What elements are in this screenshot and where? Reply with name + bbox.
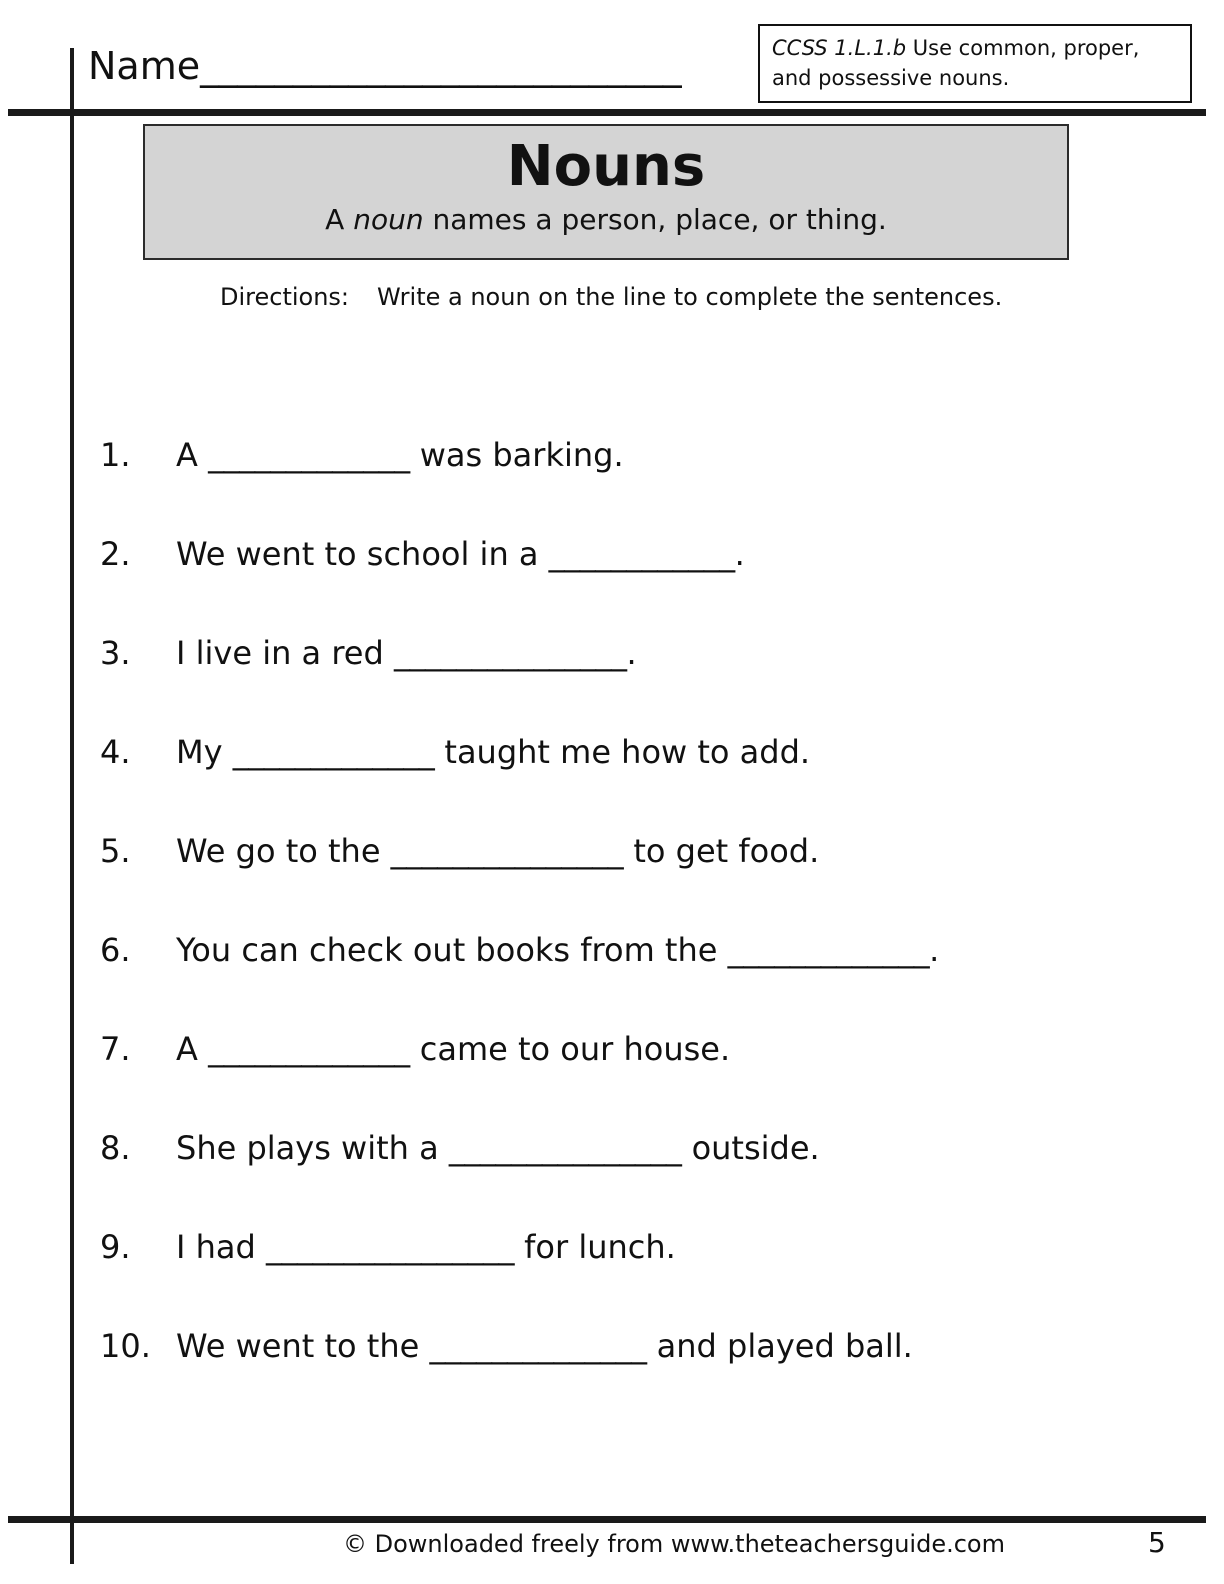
question-sentence — [176, 1327, 913, 1365]
sentence-after-blank: . — [929, 931, 940, 969]
page-number: 5 — [1148, 1526, 1166, 1559]
sentence-before-blank: I had — [176, 1228, 266, 1266]
question-sentence — [176, 832, 819, 870]
sentence-after-blank: to get food. — [623, 832, 820, 870]
answer-blank[interactable]: _______________ — [448, 1129, 682, 1167]
left-margin-line — [70, 48, 74, 1564]
sentence-after-blank: for lunch. — [513, 1228, 676, 1266]
sentence-before-blank: We went to school in a — [176, 535, 549, 573]
sentence-before-blank: We went to the — [176, 1327, 430, 1365]
question-sentence — [176, 1228, 676, 1266]
subtitle-italic-word: noun — [353, 202, 424, 236]
question-row — [100, 931, 939, 1030]
sentence-after-blank: . — [626, 634, 637, 672]
question-number: 6. — [100, 931, 131, 969]
directions-text: Write a noun on the line to complete the sentences. — [377, 283, 1003, 311]
sentence-before-blank: A — [176, 1030, 209, 1068]
answer-blank[interactable]: _____________ — [208, 1030, 410, 1068]
name-label: Name — [88, 44, 201, 88]
title-box — [143, 124, 1069, 260]
question-row — [100, 634, 939, 733]
question-sentence — [176, 634, 637, 672]
subtitle-prefix: A — [325, 202, 354, 236]
question-number: 4. — [100, 733, 131, 771]
question-sentence — [176, 535, 745, 573]
top-rule — [8, 109, 1206, 116]
sentence-before-blank: She plays with a — [176, 1129, 449, 1167]
question-row — [100, 1327, 939, 1426]
name-row — [88, 44, 681, 88]
question-number: 1. — [100, 436, 131, 474]
question-row — [100, 436, 939, 535]
worksheet-subtitle — [145, 203, 1067, 236]
question-sentence — [176, 1129, 820, 1167]
sentence-after-blank: was barking. — [409, 436, 624, 474]
sentence-after-blank: taught me how to add. — [434, 733, 811, 771]
question-number: 2. — [100, 535, 131, 573]
question-sentence — [176, 436, 624, 474]
sentence-before-blank: A — [176, 436, 209, 474]
ccss-description: Use common, proper, and possessive nouns. — [772, 36, 1140, 91]
answer-blank[interactable]: _____________ — [232, 733, 435, 771]
worksheet-title: Nouns — [506, 134, 706, 199]
footer-credit: © Downloaded freely from www.theteachersguide.com — [343, 1530, 1005, 1558]
sentence-after-blank: and played ball. — [646, 1327, 913, 1365]
question-row — [100, 1228, 939, 1327]
answer-blank[interactable]: _______________ — [390, 832, 624, 870]
answer-blank[interactable]: ______________ — [429, 1327, 647, 1365]
question-number: 10. — [100, 1327, 151, 1365]
ccss-code: CCSS 1.L.1.b — [772, 36, 907, 60]
answer-blank[interactable]: ________________ — [265, 1228, 514, 1266]
answer-blank[interactable]: ____________ — [548, 535, 735, 573]
question-sentence — [176, 1030, 730, 1068]
question-sentence — [176, 733, 810, 771]
question-row — [100, 1030, 939, 1129]
question-number: 3. — [100, 634, 131, 672]
sentence-after-blank: outside. — [681, 1129, 820, 1167]
question-number: 9. — [100, 1228, 131, 1266]
question-sentence — [176, 931, 939, 969]
answer-blank[interactable]: _____________ — [208, 436, 410, 474]
question-row — [100, 832, 939, 931]
answer-blank[interactable]: _____________ — [727, 931, 930, 969]
question-list — [100, 436, 939, 1426]
question-number: 8. — [100, 1129, 131, 1167]
question-number: 5. — [100, 832, 131, 870]
question-row — [100, 733, 939, 832]
question-number: 7. — [100, 1030, 131, 1068]
sentence-before-blank: I live in a red — [176, 634, 394, 672]
sentence-before-blank: We go to the — [176, 832, 391, 870]
directions-label: Directions: — [220, 283, 350, 311]
bottom-rule — [8, 1516, 1206, 1523]
name-blank-line[interactable]: __________________________ — [200, 44, 682, 88]
ccss-standard-box — [758, 24, 1192, 103]
sentence-before-blank: You can check out books from the — [176, 931, 728, 969]
directions — [220, 283, 1002, 311]
sentence-before-blank: My — [176, 733, 233, 771]
question-row — [100, 535, 939, 634]
sentence-after-blank: came to our house. — [409, 1030, 731, 1068]
question-row — [100, 1129, 939, 1228]
answer-blank[interactable]: _______________ — [393, 634, 627, 672]
sentence-after-blank: . — [734, 535, 745, 573]
subtitle-suffix: names a person, place, or thing. — [423, 202, 887, 236]
